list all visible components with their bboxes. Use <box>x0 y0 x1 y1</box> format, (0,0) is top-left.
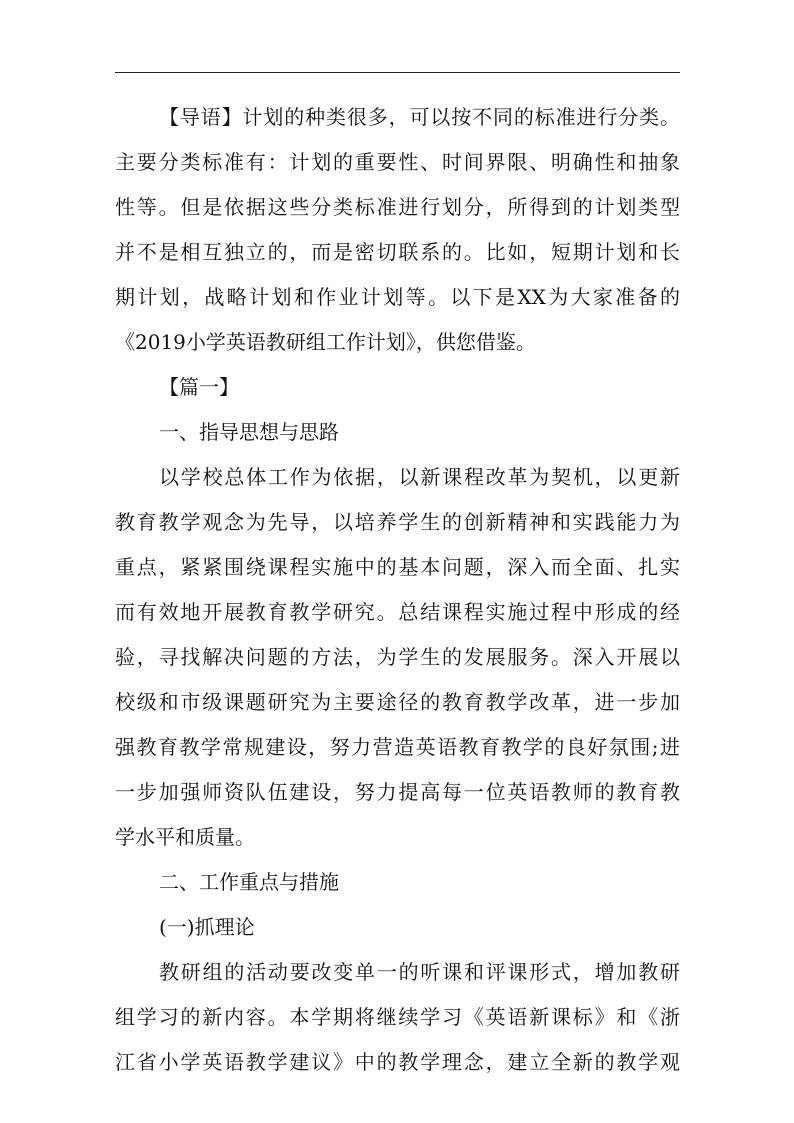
paragraph-line: 以学校总体工作为依据，以新课程改革为契机，以更新 <box>159 465 680 489</box>
intro-line: 性等。但是依据这些分类标准进行划分，所得到的计划类型 <box>115 195 680 219</box>
intro-line: 并不是相互独立的，而是密切联系的。比如，短期计划和长 <box>115 240 680 264</box>
paragraph-line: 而有效地开展教育教学研究。总结课程实施过程中形成的经 <box>115 600 680 624</box>
header-rule <box>115 72 680 73</box>
paragraph-line: 教研组的活动要改变单一的听课和评课形式，增加教研 <box>159 960 680 984</box>
item-heading: (一)抓理论 <box>159 915 255 939</box>
section-heading: 【篇一】 <box>159 375 239 399</box>
intro-line: 期计划，战略计划和作业计划等。以下是XX为大家准备的 <box>115 285 680 309</box>
subsection-heading: 二、工作重点与措施 <box>159 870 339 894</box>
paragraph-line: 验，寻找解决问题的方法，为学生的发展服务。深入开展以 <box>115 645 680 669</box>
intro-line: 《2019小学英语教研组工作计划》，供您借鉴。 <box>115 330 536 354</box>
paragraph-line: 一步加强师资队伍建设，努力提高每一位英语教师的教育教 <box>115 780 680 804</box>
paragraph-line: 江省小学英语教学建议》中的教学理念，建立全新的教学观 <box>115 1050 680 1074</box>
paragraph-line: 重点，紧紧围绕课程实施中的基本问题，深入而全面、扎实 <box>115 555 680 579</box>
intro-line: 【导语】计划的种类很多，可以按不同的标准进行分类。 <box>159 105 680 129</box>
paragraph-line: 组学习的新内容。本学期将继续学习《英语新课标》和《浙 <box>115 1005 680 1029</box>
paragraph-line: 校级和市级课题研究为主要途径的教育教学改革，进一步加 <box>115 690 680 714</box>
paragraph-line: 强教育教学常规建设，努力营造英语教育教学的良好氛围;进 <box>115 735 680 759</box>
document-body <box>115 95 680 1085</box>
subsection-heading: 一、指导思想与思路 <box>159 420 339 444</box>
paragraph-line: 学水平和质量。 <box>115 825 255 849</box>
intro-line: 主要分类标准有：计划的重要性、时间界限、明确性和抽象 <box>115 150 680 174</box>
paragraph-line: 教育教学观念为先导，以培养学生的创新精神和实践能力为 <box>115 510 680 534</box>
